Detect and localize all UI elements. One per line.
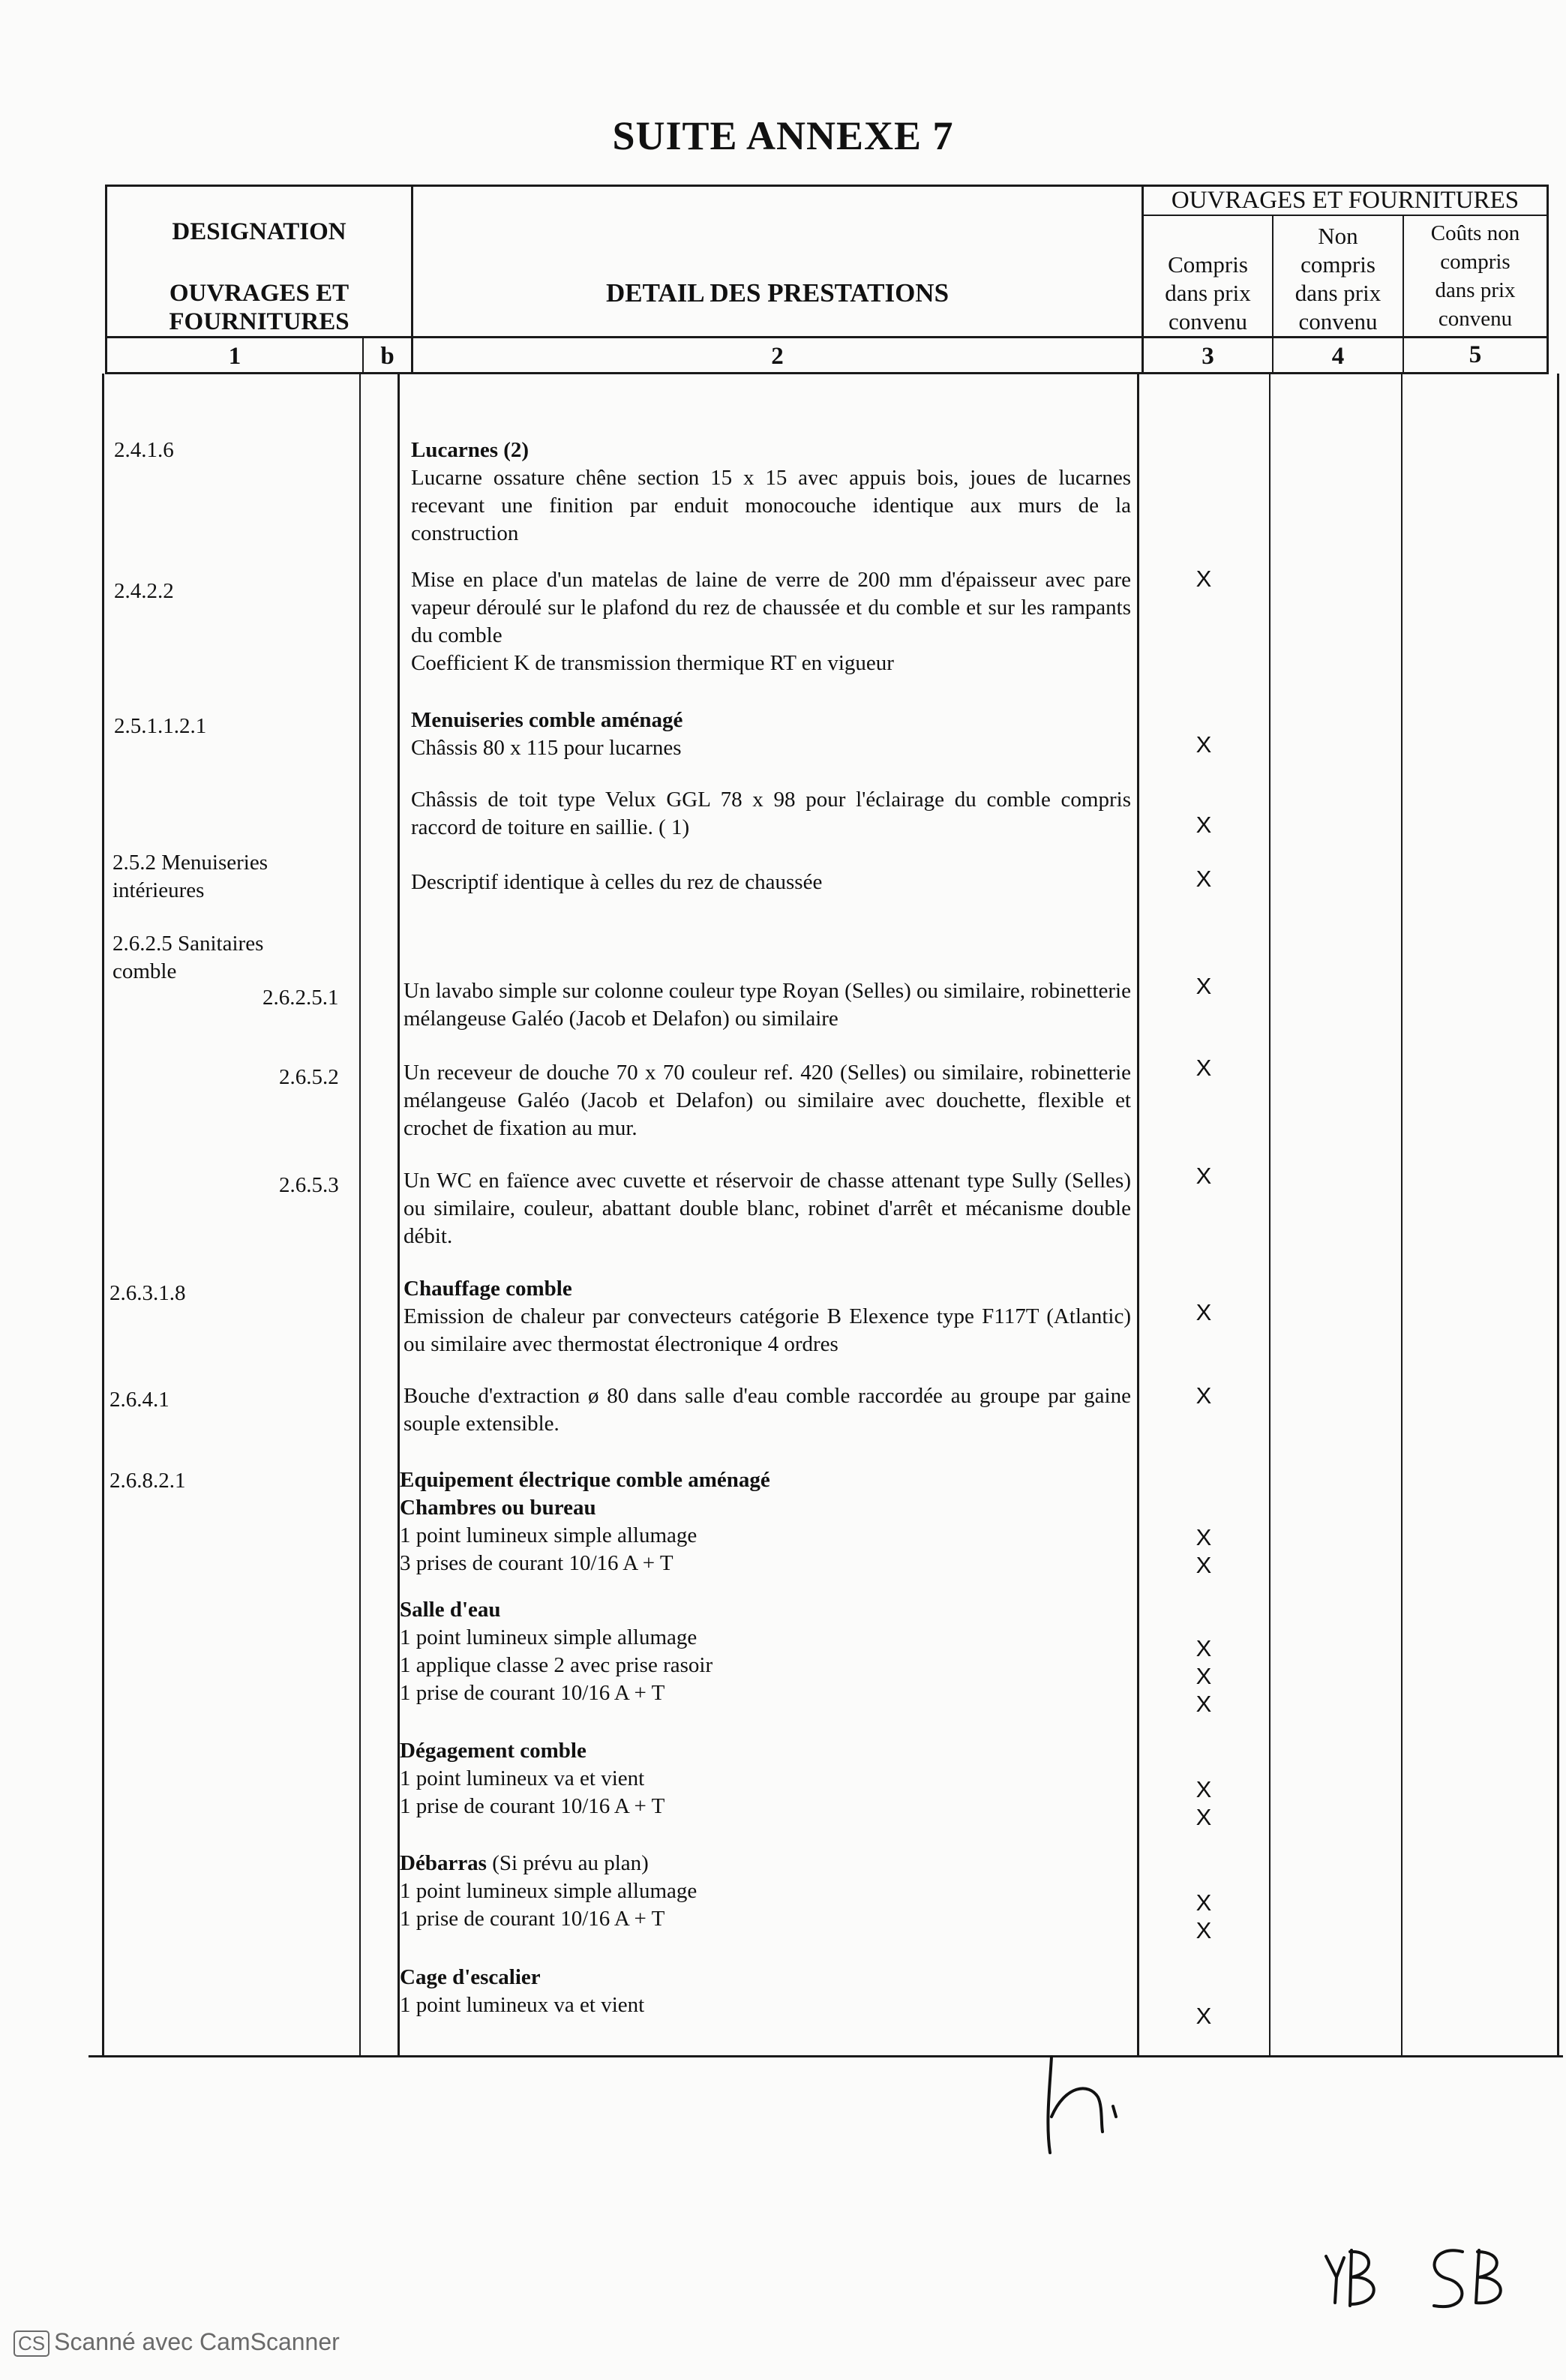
included-mark: X xyxy=(1196,2003,1212,2029)
row-description: Bouche d'extraction ø 80 dans salle d'eau comble raccordée au groupe par gaine souple extensible. xyxy=(404,1384,1131,1436)
included-mark: X xyxy=(1196,866,1212,892)
row-description: Châssis de toit type Velux GGL 78 x 98 pour l'éclairage du comble compris raccord de toiture en saillie. ( 1) xyxy=(411,788,1131,839)
row-description: Un lavabo simple sur colonne couleur type Royan (Selles) ou similaire, robinetterie mélangeuse Galéo (Jacob et Delafon) ou similaire xyxy=(404,979,1131,1031)
row-subsection: Salle d'eau 1 point lumineux simple allumage 1 applique classe 2 avec prise rasoir 1 prise de courant 10/16 A + T xyxy=(400,1598,713,1705)
header-col4: Non compris dans prix convenu xyxy=(1294,223,1382,335)
included-mark: X xyxy=(1196,1382,1212,1409)
row-subsection: Dégagement comble 1 point lumineux va et vient 1 prise de courant 10/16 A + T xyxy=(400,1739,665,1818)
included-mark: X xyxy=(1196,1055,1212,1081)
included-mark: X xyxy=(1196,1299,1212,1325)
row-code: 2.6.3.1.8 xyxy=(110,1281,186,1305)
included-mark: X xyxy=(1196,1889,1212,1916)
included-mark: X xyxy=(1196,973,1212,999)
camscanner-watermark: CS Scanné avec CamScanner xyxy=(14,2328,340,2357)
row-description: Equipement électrique comble aménagé Chambres ou bureau 1 point lumineux simple allumage 3 prises de courant 10/16 A + T xyxy=(400,1468,770,1575)
col-number-5: 5 xyxy=(1468,341,1482,368)
row-code: 2.6.8.2.1 xyxy=(110,1469,186,1493)
row-description: Un receveur de douche 70 x 70 couleur ref. 420 (Selles) ou similaire, robinetterie mélangeuse Galéo (Jacob et Delafon) ou similaire avec douchette, flexible et crochet de fixation au mur. xyxy=(404,1061,1131,1140)
row-subsection: Débarras (Si prévu au plan) 1 point lumineux simple allumage 1 prise de courant 10/16 A + T xyxy=(400,1851,698,1931)
row-code: 2.4.1.6 xyxy=(114,438,174,462)
row-code: 2.5.2 Menuiseries intérieures xyxy=(112,851,268,902)
included-mark: X xyxy=(1196,1552,1212,1578)
camscanner-logo: CS xyxy=(14,2330,50,2357)
header-ouvrages-line2: FOURNITURES xyxy=(169,308,350,335)
included-mark: X xyxy=(1196,1804,1212,1830)
col-number-2: 2 xyxy=(771,343,784,370)
included-mark: X xyxy=(1196,1524,1212,1550)
row-subsection: Cage d'escalier 1 point lumineux va et vient xyxy=(400,1965,645,2017)
included-mark: X xyxy=(1196,1635,1212,1661)
row-description: Descriptif identique à celles du rez de chaussée xyxy=(411,870,823,894)
row-code: 2.6.4.1 xyxy=(110,1388,170,1412)
row-code: 2.6.5.3 xyxy=(279,1173,339,1197)
col-number-3: 3 xyxy=(1202,343,1214,370)
col-number-4: 4 xyxy=(1331,343,1345,370)
row-description: Mise en place d'un matelas de laine de verre de 200 mm d'épaisseur avec pare vapeur déroulé sur le plafond du rez de chaussée et du comble et sur les rampants du comble Coefficient K de transmission thermique RT en vigueur xyxy=(411,568,1131,675)
row-description: Un WC en faïence avec cuvette et réservoir de chasse attenant type Sully (Selles) ou similaire, couleur, abattant double blanc, robinet d'arrêt et mécanisme double débit. xyxy=(404,1169,1131,1248)
included-mark: X xyxy=(1196,1917,1212,1943)
included-mark: X xyxy=(1196,1163,1212,1189)
col-number-b: b xyxy=(380,343,394,370)
handwritten-initials xyxy=(1320,2243,1515,2325)
included-mark: X xyxy=(1196,1663,1212,1689)
header-col3: Compris dans prix convenu xyxy=(1165,251,1251,335)
header-detail: DETAIL DES PRESTATIONS xyxy=(605,278,950,308)
included-mark: X xyxy=(1196,1776,1212,1802)
header-ouvrages-line1: OUVRAGES ET xyxy=(169,280,350,307)
header-col5: Coûts non compris dans prix convenu xyxy=(1430,221,1520,331)
page-title: SUITE ANNEXE 7 xyxy=(612,113,954,158)
row-code: 2.5.1.1.2.1 xyxy=(114,714,207,738)
included-mark: X xyxy=(1196,812,1212,838)
row-code: 2.4.2.2 xyxy=(114,579,174,603)
col-number-1: 1 xyxy=(228,343,242,370)
included-mark: X xyxy=(1196,566,1212,592)
row-description: Chauffage comble Emission de chaleur par convecteurs catégorie B Elexence type F117T (Atlantic) ou similaire avec thermostat électronique 4 ordres xyxy=(404,1277,1131,1356)
row-code: 2.6.2.5.1 xyxy=(262,986,339,1010)
included-mark: X xyxy=(1196,1691,1212,1717)
included-mark: X xyxy=(1196,731,1212,758)
row-description: Menuiseries comble aménagé Châssis 80 x 115 pour lucarnes xyxy=(411,708,683,760)
header-designation: DESIGNATION xyxy=(172,218,346,245)
header-group: OUVRAGES ET FOURNITURES xyxy=(1171,187,1520,214)
handwritten-signature-mark xyxy=(1035,2048,1140,2160)
row-description: Lucarnes (2) Lucarne ossature chêne section 15 x 15 avec appuis bois, joues de lucarnes recevant une finition par enduit monocouche identique aux murs de la construction xyxy=(411,438,1131,545)
row-code: 2.6.2.5 Sanitaires comble xyxy=(112,932,264,983)
row-code: 2.6.5.2 xyxy=(279,1065,339,1089)
